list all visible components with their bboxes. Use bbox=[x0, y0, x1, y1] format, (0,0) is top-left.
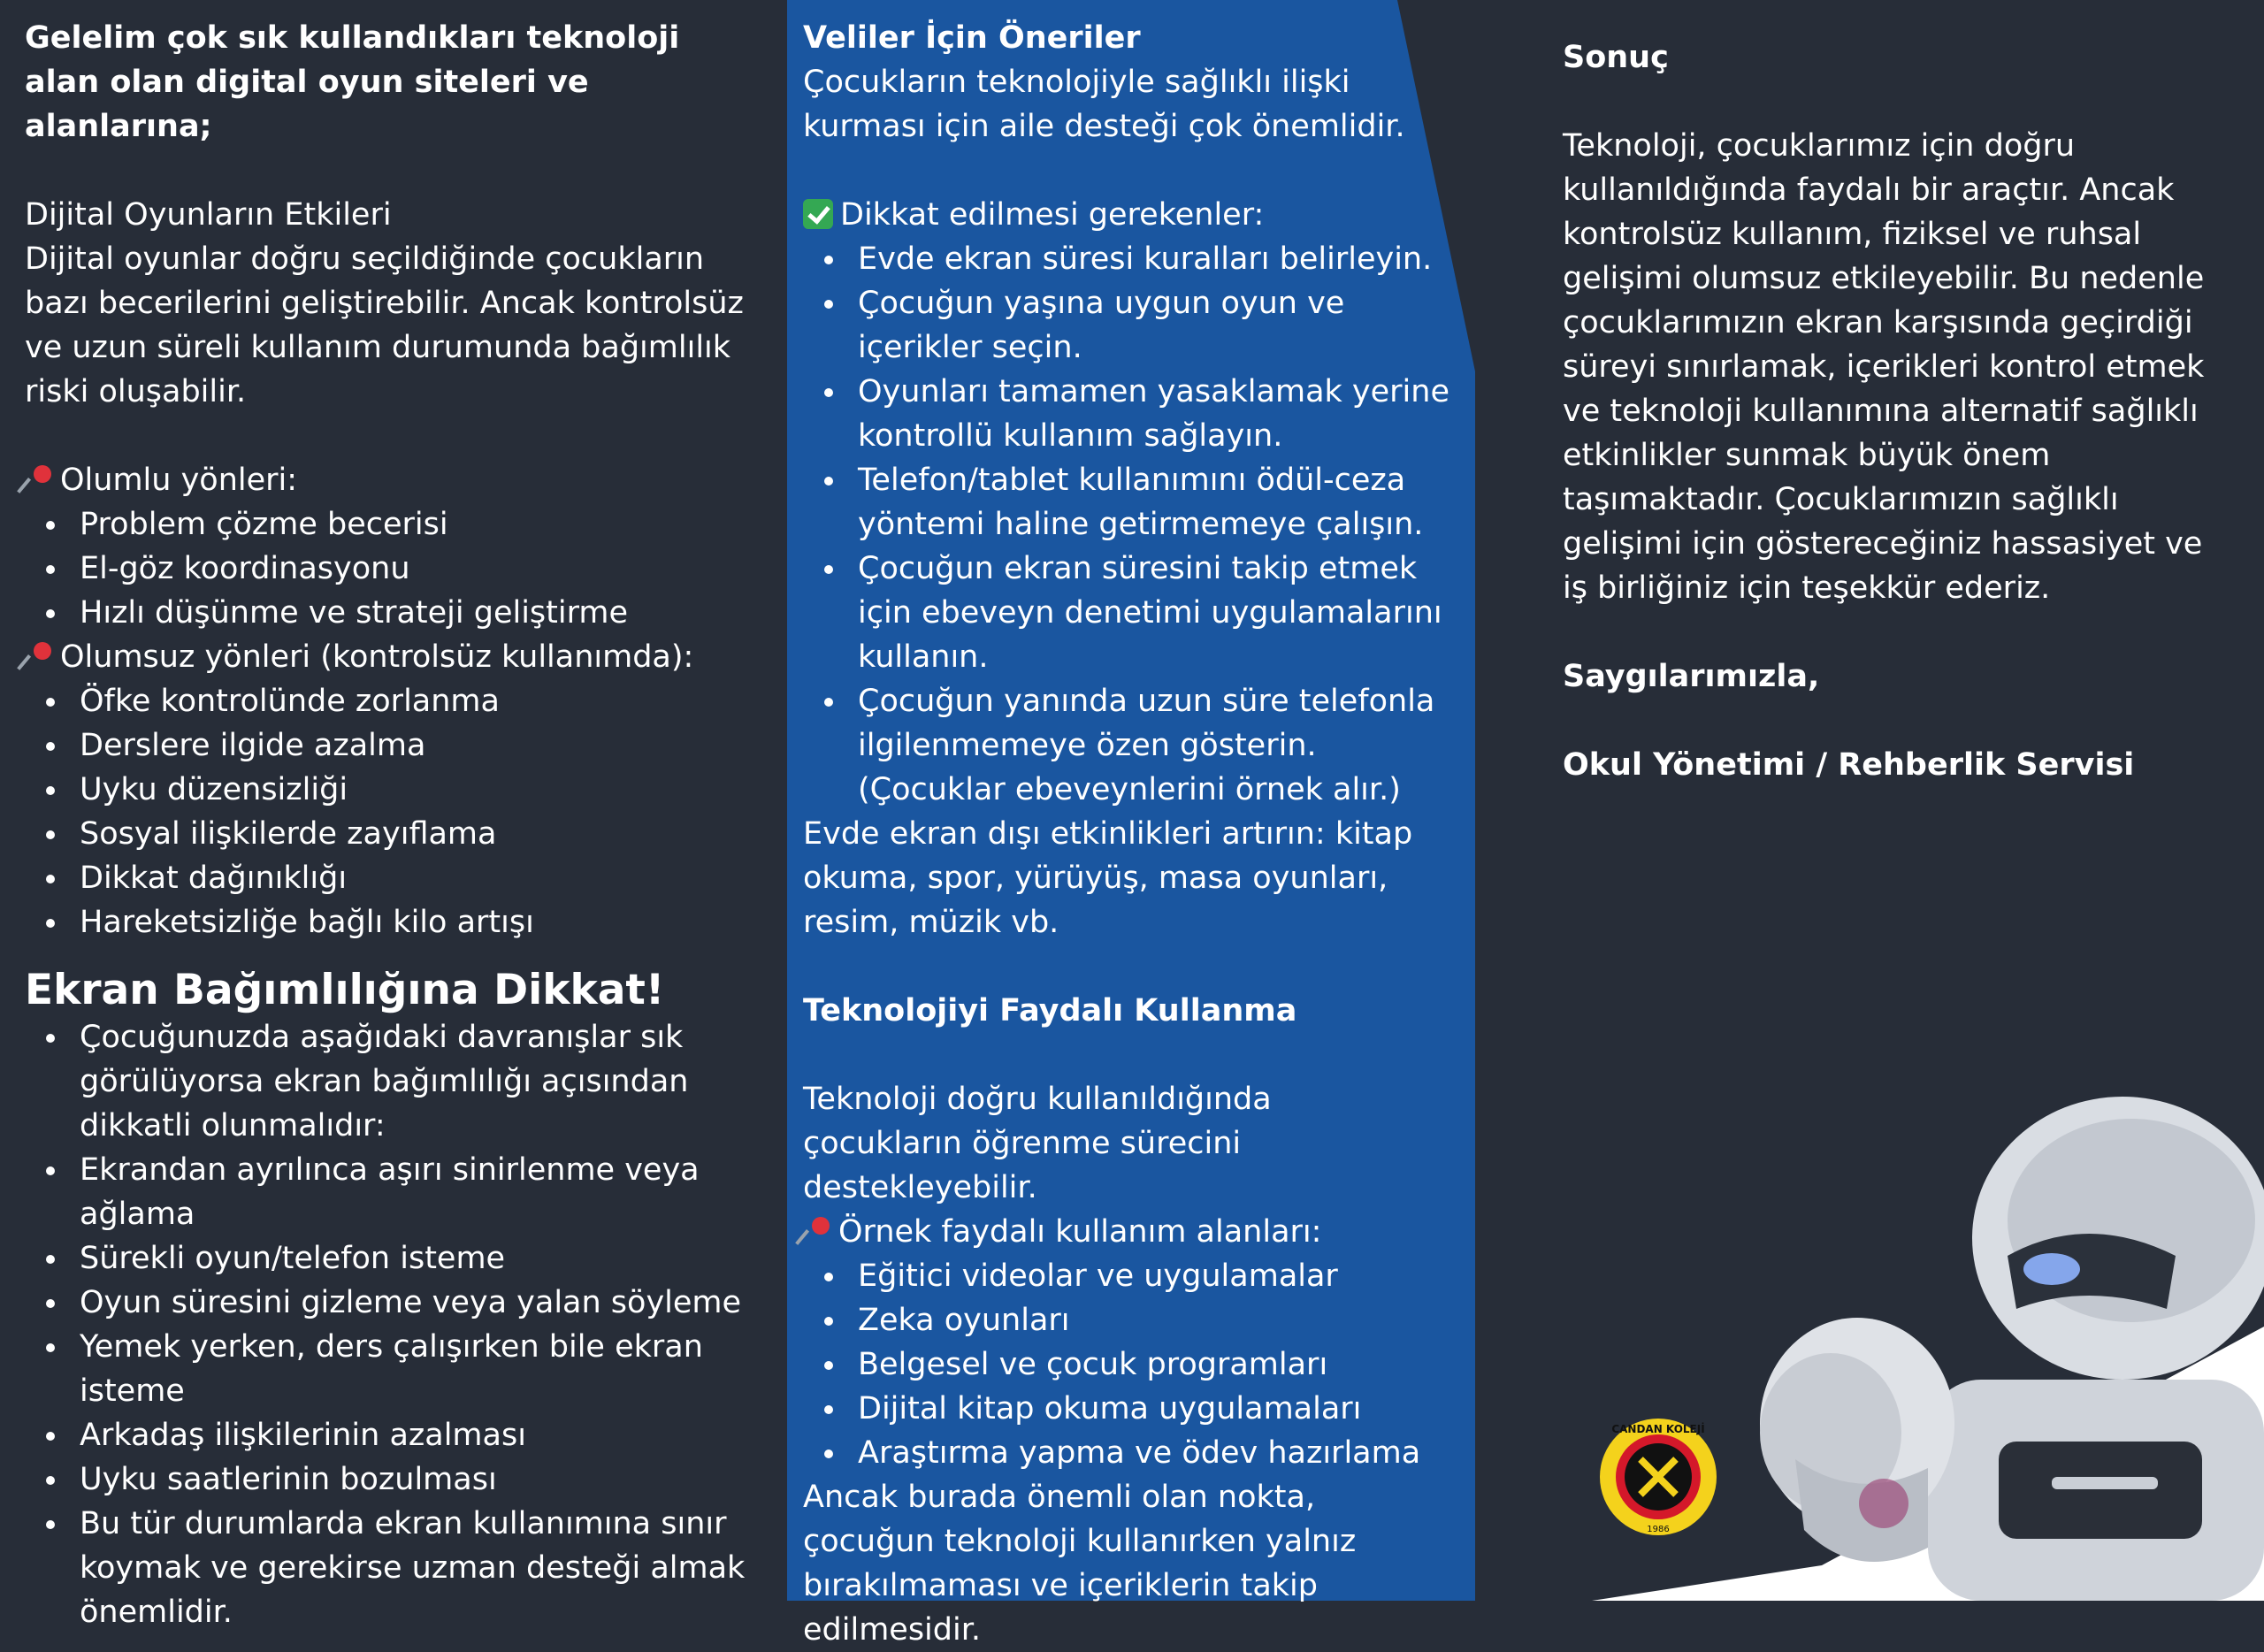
attention-title: Dikkat edilmesi gerekenler: bbox=[840, 197, 1265, 233]
pushpin-icon bbox=[803, 1217, 831, 1245]
list-item: El-göz koordinasyonu bbox=[25, 547, 787, 591]
list-item: Dijital kitap okuma uygulamaları bbox=[803, 1387, 1486, 1431]
list-item: Eğitici videolar ve uygulamalar bbox=[803, 1254, 1486, 1298]
effects-title: Dijital Oyunların Etkileri bbox=[25, 197, 392, 233]
effects-text: Dijital oyunlar doğru seçildiğinde çocukların bazı becerilerini geliştirebilir. Ancak kontrolsüz ve uzun süreli kullanım durumunda bağımlılık riski oluşabilir. bbox=[25, 241, 744, 409]
list-item: Zeka oyunları bbox=[803, 1298, 1486, 1342]
negative-list bbox=[25, 679, 787, 945]
list-item: Çocuğun yanında uzun süre telefonla ilgilenmemeye özen gösterin. (Çocuklar ebeveynlerini örnek alır.) bbox=[803, 679, 1457, 812]
negative-title: Olumsuz yönleri (kontrolsüz kullanımda): bbox=[60, 639, 694, 675]
parents-text: Çocukların teknolojiyle sağlıklı ilişki kurması için aile desteği çok önemlidir. bbox=[803, 65, 1405, 144]
positive-title: Olumlu yönleri: bbox=[60, 463, 298, 498]
right-panel bbox=[1521, 0, 2264, 1601]
list-item: Belgesel ve çocuk programları bbox=[803, 1342, 1486, 1387]
list-item: Sürekli oyun/telefon isteme bbox=[25, 1236, 759, 1281]
check-mark-icon bbox=[803, 199, 833, 229]
attention-list bbox=[803, 237, 1457, 812]
offscreen-text: Evde ekran dışı etkinlikleri artırın: kitap okuma, spor, yürüyüş, masa oyunları, resim, müzik vb. bbox=[803, 816, 1413, 940]
list-item: Öfke kontrolünde zorlanma bbox=[25, 679, 787, 723]
result-title: Sonuç bbox=[1563, 40, 1669, 75]
list-item: Uyku düzensizliği bbox=[25, 768, 787, 812]
closing-text: Ancak burada önemli olan nokta, çocuğun teknoloji kullanırken yalnız bırakılmaması ve içeriklerin takip edilmesidir. bbox=[803, 1480, 1357, 1648]
positive-heading bbox=[25, 458, 787, 502]
screen-addiction-heading: Ekran Bağımlılığına Dikkat! bbox=[25, 966, 665, 1014]
tech-text: Teknoloji doğru kullanıldığında çocukların öğrenme sürecini destekleyebilir. bbox=[803, 1082, 1272, 1205]
list-item: Sosyal ilişkilerde zayıflama bbox=[25, 812, 787, 856]
list-item: Uyku saatlerinin bozulması bbox=[25, 1457, 759, 1502]
list-item: Hareketsizliğe bağlı kilo artışı bbox=[25, 900, 787, 945]
list-item: Evde ekran süresi kuralları belirleyin. bbox=[803, 237, 1457, 281]
list-item: Oyunları tamamen yasaklamak yerine kontrollü kullanım sağlayın. bbox=[803, 370, 1457, 458]
screen-addiction-list bbox=[25, 1015, 759, 1634]
list-item: Çocuğunuzda aşağıdaki davranışlar sık görülüyorsa ekran bağımlılığı açısından dikkatli olunmalıdır: bbox=[25, 1015, 759, 1148]
logo-year: 1986 bbox=[1647, 1525, 1670, 1534]
pushpin-icon bbox=[25, 642, 53, 670]
examples-title: Örnek faydalı kullanım alanları: bbox=[838, 1214, 1322, 1250]
list-item: Dikkat dağınıklığı bbox=[25, 856, 787, 900]
examples-heading bbox=[803, 1210, 1486, 1254]
list-item: Çocuğun ekran süresini takip etmek için ebeveyn denetimi uygulamalarını kullanın. bbox=[803, 547, 1457, 679]
parents-title: Veliler İçin Öneriler bbox=[803, 20, 1141, 56]
list-item: Çocuğun yaşına uygun oyun ve içerikler seçin. bbox=[803, 281, 1457, 370]
list-item: Problem çözme becerisi bbox=[25, 502, 787, 547]
examples-list bbox=[803, 1254, 1486, 1475]
intro-text: Gelelim çok sık kullandıkları teknoloji alan olan digital oyun siteleri ve alanlarına; bbox=[25, 20, 680, 144]
list-item: Yemek yerken, ders çalışırken bile ekran isteme bbox=[25, 1325, 759, 1413]
positive-list bbox=[25, 502, 787, 635]
list-item: Bu tür durumlarda ekran kullanımına sınır koymak ve gerekirse uzman desteği almak önemlidir. bbox=[25, 1502, 759, 1634]
list-item: Araştırma yapma ve ödev hazırlama bbox=[803, 1431, 1486, 1475]
list-item: Telefon/tablet kullanımını ödül-ceza yöntemi haline getirmemeye çalışın. bbox=[803, 458, 1457, 547]
signature-text: Okul Yönetimi / Rehberlik Servisi bbox=[1563, 747, 2135, 783]
left-panel bbox=[0, 0, 787, 1630]
school-logo bbox=[1596, 1415, 1720, 1539]
pushpin-icon bbox=[25, 465, 53, 493]
list-item: Arkadaş ilişkilerinin azalması bbox=[25, 1413, 759, 1457]
list-item: Derslere ilgide azalma bbox=[25, 723, 787, 768]
negative-heading bbox=[25, 635, 787, 679]
list-item: Oyun süresini gizleme veya yalan söyleme bbox=[25, 1281, 759, 1325]
list-item: Ekrandan ayrılınca aşırı sinirlenme veya ağlama bbox=[25, 1148, 759, 1236]
logo-name: CANDAN KOLEJİ bbox=[1611, 1423, 1705, 1435]
result-text: Teknoloji, çocuklarımız için doğru kullanıldığında faydalı bir araçtır. Ancak kontrolsüz kullanım, fiziksel ve ruhsal gelişimi olumsuz etkileyebilir. Bu nedenle çocuklarımızın ekran karşısında geçirdiği süreyi sınırlamak, içerikleri kontrol etmek ve teknoloji kullanımına alternatif sağlıklı etkinlikler sunmak büyük önem taşımaktadır. Çocuklarımızın sağlıklı gelişimi için göstereceğiniz hassasiyet ve iş birliğiniz için teşekkür ederiz. bbox=[1563, 128, 2205, 606]
tech-title: Teknolojiyi Faydalı Kullanma bbox=[803, 993, 1297, 1029]
attention-heading bbox=[803, 193, 1486, 237]
middle-panel bbox=[787, 0, 1486, 1648]
regards-text: Saygılarımızla, bbox=[1563, 659, 1820, 694]
list-item: Hızlı düşünme ve strateji geliştirme bbox=[25, 591, 787, 635]
